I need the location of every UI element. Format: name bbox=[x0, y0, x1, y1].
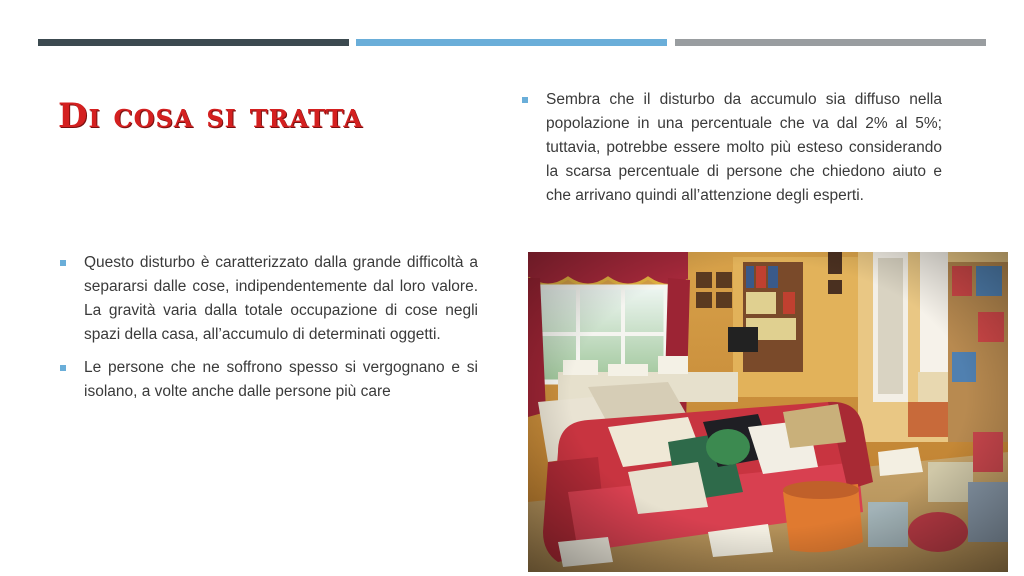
square-bullet-icon bbox=[522, 97, 528, 103]
left-bullet-list bbox=[58, 251, 478, 413]
photo-illustration bbox=[528, 252, 1008, 572]
list-item bbox=[58, 251, 478, 347]
header-bar-blue bbox=[356, 39, 667, 46]
header-bar-gray bbox=[675, 39, 986, 46]
square-bullet-icon bbox=[60, 365, 66, 371]
right-bullet-list bbox=[520, 88, 942, 217]
bullet-text: Le persone che ne soffrono spesso si vergognano e si isolano, a volte anche dalle persone più care bbox=[84, 359, 478, 400]
list-item bbox=[58, 356, 478, 404]
slide-title: Di cosa si tratta bbox=[58, 96, 364, 136]
square-bullet-icon bbox=[60, 260, 66, 266]
header-bar-dark bbox=[38, 39, 349, 46]
bullet-text: Questo disturbo è caratterizzato dalla grande difficoltà a separarsi dalle cose, indipendentemente dal loro valore. La gravità varia dalla totale occupazione di cose negli spazi della casa, all’accumulo di determinati oggetti. bbox=[84, 254, 478, 343]
cluttered-room-photo bbox=[528, 252, 1008, 572]
list-item bbox=[520, 88, 942, 208]
bullet-text: Sembra che il disturbo da accumulo sia diffuso nella popolazione in una percentuale che va dal 2% al 5%; tuttavia, potrebbe essere molto più esteso considerando la scarsa percentuale di persone che chiedono aiuto e che arrivano quindi all’attenzione degli esperti. bbox=[546, 91, 942, 204]
